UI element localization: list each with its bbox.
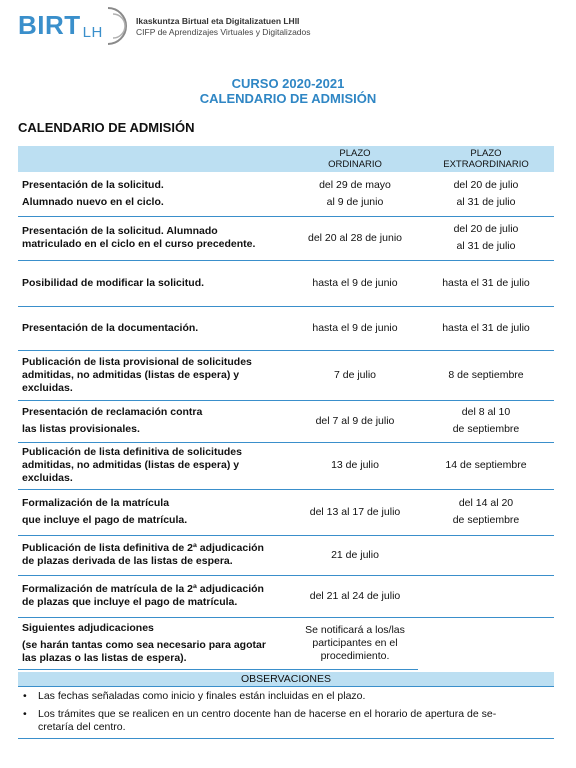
row-label: Presentación de reclamación contra las listas provisionales. bbox=[18, 400, 292, 442]
section-title: CALENDARIO DE ADMISIÓN bbox=[18, 120, 195, 135]
header-activity bbox=[18, 146, 292, 172]
row-ordinario: del 13 al 17 de julio bbox=[292, 489, 418, 535]
admission-calendar-table bbox=[18, 146, 554, 670]
table-row bbox=[18, 306, 554, 350]
row-ordinario: Se notificará a los/las participantes en el procedimiento. bbox=[292, 617, 418, 669]
row-ordinario: del 29 de mayo al 9 de junio bbox=[292, 172, 418, 216]
row-label: Publicación de lista definitiva de solicitudes admitidas, no admitidas (listas de espera) y excluidas. bbox=[18, 442, 292, 489]
row-extraordinario: 8 de septiembre bbox=[418, 350, 554, 400]
table-header-row bbox=[18, 146, 554, 172]
table-row bbox=[18, 400, 554, 442]
document-title: CURSO 2020-2021 CALENDARIO DE ADMISIÓN bbox=[199, 76, 377, 106]
row-extraordinario: del 8 al 10 de septiembre bbox=[418, 400, 554, 442]
bullet-icon: • bbox=[23, 690, 27, 702]
row-label: Presentación de la solicitud. Alumnado matriculado en el ciclo en el curso precedente. bbox=[18, 216, 292, 260]
row-label: Publicación de lista provisional de solicitudes admitidas, no admitidas (listas de espera) y excluidas. bbox=[18, 350, 292, 400]
header-plazo-ordinario: PLAZO ORDINARIO bbox=[292, 146, 418, 172]
row-label: Presentación de la documentación. bbox=[18, 306, 292, 350]
list-item: • Las fechas señaladas como inicio y finales están incluidas en el plazo. bbox=[23, 690, 366, 702]
table-row bbox=[18, 575, 554, 617]
divider bbox=[18, 738, 554, 739]
table-row bbox=[18, 260, 554, 306]
birtlh-logo: BIRT LH bbox=[18, 10, 103, 41]
row-ordinario: hasta el 9 de junio bbox=[292, 260, 418, 306]
row-label: Posibilidad de modificar la solicitud. bbox=[18, 260, 292, 306]
row-label: Siguientes adjudicaciones (se harán tantas como sea necesario para agotar las plazas o las listas de espera). bbox=[18, 617, 292, 669]
header-plazo-extraordinario: PLAZO EXTRAORDINARIO bbox=[418, 146, 554, 172]
table-row bbox=[18, 535, 554, 575]
row-label: Presentación de la solicitud. Alumnado nuevo en el ciclo. bbox=[18, 172, 292, 216]
row-extraordinario: del 20 de julio al 31 de julio bbox=[418, 216, 554, 260]
row-ordinario: hasta el 9 de junio bbox=[292, 306, 418, 350]
row-extraordinario bbox=[418, 575, 554, 617]
observaciones-list bbox=[18, 690, 554, 739]
bullet-icon: • bbox=[23, 708, 27, 720]
row-extraordinario: hasta el 31 de julio bbox=[418, 306, 554, 350]
table-row bbox=[18, 172, 554, 216]
observaciones-header: OBSERVACIONES bbox=[18, 672, 554, 687]
logo-arc-icon bbox=[104, 6, 130, 46]
row-ordinario: 21 de julio bbox=[292, 535, 418, 575]
row-label: Publicación de lista definitiva de 2ª adjudicación de plazas derivada de las listas de espera. bbox=[18, 535, 292, 575]
table-row bbox=[18, 350, 554, 400]
table-row bbox=[18, 489, 554, 535]
row-ordinario: del 7 al 9 de julio bbox=[292, 400, 418, 442]
row-extraordinario: del 20 de julio al 31 de julio bbox=[418, 172, 554, 216]
list-item: • Los trámites que se realicen en un centro docente han de hacerse en el horario de apertura de se- cretaría del centro. bbox=[23, 708, 497, 733]
row-extraordinario bbox=[418, 535, 554, 575]
row-label: Formalización de la matrícula que incluye el pago de matrícula. bbox=[18, 489, 292, 535]
table-row bbox=[18, 617, 554, 669]
row-ordinario: 7 de julio bbox=[292, 350, 418, 400]
row-ordinario: 13 de julio bbox=[292, 442, 418, 489]
row-extraordinario: 14 de septiembre bbox=[418, 442, 554, 489]
row-extraordinario: hasta el 31 de julio bbox=[418, 260, 554, 306]
row-extraordinario bbox=[418, 617, 554, 669]
table-row bbox=[18, 442, 554, 489]
row-label: Formalización de matrícula de la 2ª adjudicación de plazas que incluye el pago de matrícula. bbox=[18, 575, 292, 617]
row-ordinario: del 20 al 28 de junio bbox=[292, 216, 418, 260]
row-extraordinario: del 14 al 20 de septiembre bbox=[418, 489, 554, 535]
row-ordinario: del 21 al 24 de julio bbox=[292, 575, 418, 617]
organization-name: Ikaskuntza Birtual eta Digitalizatuen LHII CIFP de Aprendizajes Virtuales y Digitalizados bbox=[136, 16, 311, 37]
table-row bbox=[18, 216, 554, 260]
page-header bbox=[18, 6, 558, 50]
